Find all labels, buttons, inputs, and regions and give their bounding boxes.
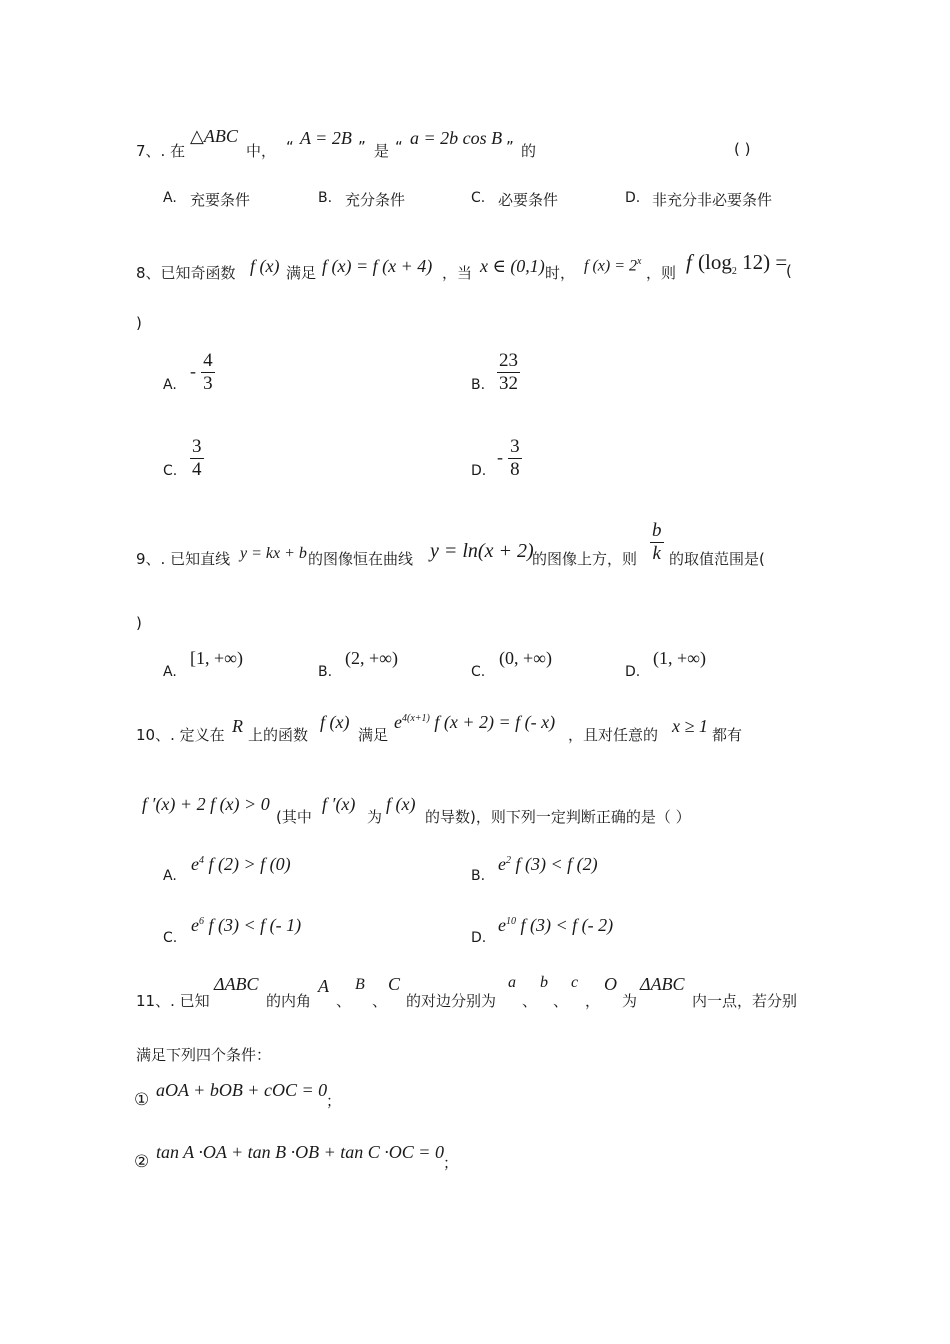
q10-option-a-exp: 4	[199, 855, 204, 866]
q7-lquote: “	[286, 138, 294, 156]
q8-option-b-value	[497, 350, 520, 395]
q11-B: B	[355, 976, 365, 993]
q8-def-exp: x	[637, 256, 642, 267]
q9-option-c-text: (0, +∞)	[499, 648, 552, 668]
q11-cond1: aOA + bOB + cOC = 0	[156, 1080, 328, 1100]
q11-cond1-mark: ①	[134, 1090, 150, 1110]
q10-mz: 满足	[358, 726, 389, 744]
q10-e-base: e	[394, 712, 402, 732]
q9-option-d-label: D.	[625, 664, 641, 680]
q9-line: y = kx + b	[240, 545, 307, 562]
q8-option-d-fraction	[508, 436, 522, 481]
q8-option-d-sign: -	[497, 447, 503, 467]
q7-option-d-text: 非充分非必要条件	[652, 191, 773, 209]
q7-triangle: △ABC	[190, 126, 238, 146]
q11-O: O	[604, 974, 617, 994]
q10-fx2: f (x)	[386, 794, 416, 814]
q11-cond2-semi: ；	[443, 1154, 459, 1172]
q8-option-a-label: A.	[163, 377, 177, 393]
q10-R: R	[232, 716, 243, 736]
q8-fx: f (x)	[250, 256, 280, 276]
q9-option-d-text: (1, +∞)	[653, 648, 706, 668]
q8-open-paren: (	[786, 262, 792, 280]
q7-option-b-label: B.	[318, 190, 333, 206]
q11-wei: 为	[622, 992, 638, 1010]
q11-neijiao: 的内角	[266, 992, 312, 1010]
q9-frac-den: k	[652, 543, 661, 564]
q11-duibian: 的对边分别为	[406, 992, 497, 1010]
q11-line2: 满足下列四个条件：	[136, 1046, 272, 1064]
q11-cond2-mark: ②	[134, 1152, 150, 1172]
q10-fx: f (x)	[320, 712, 350, 732]
q10-option-a-rest: f (2) > f (0)	[204, 854, 291, 874]
q8-option-a-value	[190, 350, 215, 395]
q8-option-a-sign: -	[190, 361, 196, 381]
q10-number: 10、. 定义在	[136, 726, 225, 744]
q11-triangle: ΔABC	[214, 974, 259, 994]
q7-rquote2: ”	[506, 138, 514, 156]
q8-option-a-num: 4	[203, 350, 213, 371]
q9-curve: y = ln(x + 2)	[430, 540, 534, 562]
q9-tail1: 的图像上方，则	[532, 550, 638, 568]
q8-option-d-value	[497, 436, 522, 481]
q10-option-d-rest: f (3) < f (- 2)	[516, 915, 614, 935]
q9-option-a-text: [1, +∞)	[190, 648, 243, 668]
q10-ineq: f ′(x) + 2 f (x) > 0	[142, 794, 270, 814]
q11-sep3: 、	[522, 992, 538, 1010]
q9-fraction	[650, 520, 664, 565]
q8-close-paren: )	[136, 314, 142, 332]
q8-eq: f (x) = f (x + 4)	[322, 256, 433, 276]
q8-option-c-num: 3	[192, 436, 202, 457]
q10-option-b-e: e	[498, 854, 506, 874]
q8-target-sub: 2	[731, 266, 737, 278]
q11-number: 11、. 已知	[136, 992, 210, 1010]
q10-option-b-rest: f (3) < f (2)	[511, 854, 598, 874]
q8-target-tail: 12) =	[736, 250, 788, 274]
q8-option-a-fraction	[201, 350, 215, 395]
q8-shi: 时，	[545, 264, 576, 282]
q7-option-a-label: A.	[163, 190, 177, 206]
q11-C: C	[388, 974, 401, 994]
q8-option-d-num: 3	[510, 436, 520, 457]
q10-option-d-e: e	[498, 915, 506, 935]
q8-target	[698, 250, 787, 277]
q7-answer-paren: ( )	[734, 140, 751, 158]
q7-option-c-label: C.	[471, 190, 486, 206]
q7-mid: 中，	[246, 142, 277, 160]
q11-b: b	[540, 974, 548, 991]
q11-c: c	[571, 974, 579, 991]
q8-def	[584, 256, 641, 275]
q10-eq	[394, 712, 555, 733]
q11-sep1: 、	[336, 992, 352, 1010]
q9-option-b-label: B.	[318, 664, 333, 680]
q8-option-c-value	[190, 436, 204, 481]
q10-option-d-text	[498, 915, 613, 936]
q10-eq-rest: f (x + 2) = f (- x)	[434, 712, 556, 732]
q7-option-b-text: 充分条件	[345, 191, 406, 209]
q10-option-c-exp: 6	[199, 916, 204, 927]
q7-is: 是	[374, 142, 390, 160]
q7-option-a-text: 充要条件	[190, 191, 251, 209]
q11-tail: 内一点，若分别	[692, 992, 798, 1010]
q7-number: 7、. 在	[136, 142, 186, 160]
q10-option-b-label: B.	[471, 868, 486, 884]
q8-option-c-den: 4	[192, 459, 202, 480]
q9-frac-num: b	[652, 520, 662, 541]
q10-option-c-text	[191, 915, 301, 936]
q10-option-c-e: e	[191, 915, 199, 935]
q9-tail2: 的取值范围是(	[669, 550, 765, 568]
q8-domain: x ∈ (0,1)	[480, 256, 545, 276]
q10-shang: 上的函数	[248, 726, 309, 744]
q10-cond: x ≥ 1	[672, 716, 708, 736]
q10-option-b-exp: 2	[506, 855, 511, 866]
q7-option-d-label: D.	[625, 190, 641, 206]
q8-option-b-label: B.	[471, 377, 486, 393]
q7-de: 的	[521, 142, 537, 160]
q7-cond2: a = 2b cos B	[410, 128, 503, 148]
q9-option-b-text: (2, +∞)	[345, 648, 398, 668]
q8-option-b-den: 32	[499, 373, 518, 394]
q11-sep2: 、	[372, 992, 388, 1010]
q10-option-d-label: D.	[471, 930, 487, 946]
q8-option-b-num: 23	[499, 350, 518, 371]
q8-target-f: f	[686, 250, 692, 274]
q9-option-a-label: A.	[163, 664, 177, 680]
q8-option-c-label: C.	[163, 463, 178, 479]
q10-qizhong: (其中	[276, 808, 312, 826]
q10-option-c-rest: f (3) < f (- 1)	[204, 915, 302, 935]
q10-option-a-text	[191, 854, 291, 875]
q8-option-d-label: D.	[471, 463, 487, 479]
q10-tail: ，且对任意的	[568, 726, 659, 744]
q10-option-a-e: e	[191, 854, 199, 874]
q10-douyou: 都有	[712, 726, 743, 744]
q9-mid: 的图像恒在曲线	[308, 550, 414, 568]
q11-cond2: tan A ·OA + tan B ·OB + tan C ·OC = 0	[156, 1142, 444, 1162]
q8-dang: ，当	[442, 264, 473, 282]
q10-option-d-exp: 10	[506, 916, 516, 927]
q8-option-b-fraction	[497, 350, 520, 395]
q10-option-a-label: A.	[163, 868, 177, 884]
q10-option-b-text	[498, 854, 598, 875]
q9-frac	[650, 520, 664, 565]
q11-cond1-semi: ；	[326, 1092, 342, 1110]
q8-target-log: (log	[698, 250, 732, 274]
q8-option-a-den: 3	[203, 373, 213, 394]
q8-option-d-den: 8	[510, 459, 520, 480]
q11-a: a	[508, 974, 516, 991]
q10-fprime: f ′(x)	[322, 794, 356, 814]
q8-number: 8、已知奇函数	[136, 264, 236, 282]
q10-option-c-label: C.	[163, 930, 178, 946]
q10-e-exp: 4(x+1)	[402, 713, 430, 724]
q8-def-base: f (x) = 2	[584, 257, 637, 275]
q11-A: A	[318, 976, 329, 996]
q11-sep4: 、	[553, 992, 569, 1010]
q11-comma: ，	[585, 992, 601, 1010]
q8-mz: 满足	[286, 264, 317, 282]
q8-ze: ，则	[646, 264, 677, 282]
q10-tail2: 的导数)，则下列一定判断正确的是（ ）	[425, 808, 691, 826]
q8-option-c-fraction	[190, 436, 204, 481]
q7-rquote: ”	[358, 138, 366, 156]
q9-option-c-label: C.	[471, 664, 486, 680]
q7-option-c-text: 必要条件	[498, 191, 559, 209]
q7-cond1: A = 2B	[300, 128, 352, 148]
q9-close-paren: )	[136, 614, 142, 632]
q11-triangle2: ΔABC	[640, 974, 685, 994]
q9-number: 9、. 已知直线	[136, 550, 231, 568]
q10-wei: 为	[367, 808, 383, 826]
q7-lquote2: “	[395, 138, 403, 156]
